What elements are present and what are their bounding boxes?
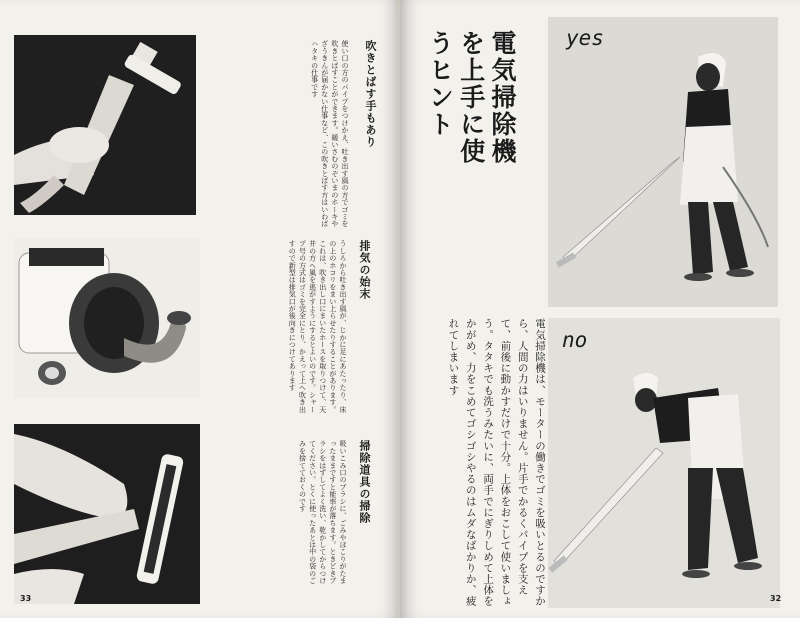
photo-vacuum-exhaust	[14, 238, 200, 398]
body-exhaust: うしろから吐き出す風が、じかに足にあたったり、床の上のホコリをまい上らせたりすることがあります。これは、吹き出し口にまいたホースを取りつけて、天井の方へ風を逃がすようにするとよいのです。シャープ号の方式はゴミを完全にとり、かえって上へ吹き出すので新型は排気口が後向きにつけてあります	[288, 240, 347, 413]
article-body: 電気掃除機は、モーターの働きでゴミを吸いとるのですから、人間の力はいりません。片手でかるくパイプを支えて、前後に動かすだけで十分。上体をおこして使いましょう。タタキでも洗うみたいに、両手でにぎりしめて上体をかがめ、力をこめてゴシゴシやるのはムダなばかりか、疲れてしまいます	[447, 318, 546, 607]
right-page	[400, 0, 800, 618]
label-yes: yes	[566, 26, 604, 50]
photo-incorrect-posture	[548, 318, 780, 608]
heading-exhaust: 排気の始末	[358, 240, 371, 300]
heading-blow-away: 吹きとばす手もあり	[364, 40, 377, 148]
page-number-left: 33	[20, 594, 32, 603]
heading-cleaning-tools: 掃除道具の掃除	[358, 440, 371, 524]
page-number-right: 32	[770, 594, 782, 603]
body-blow-away: 使い口の方のパイプをつけかえ、吐き出す風の方でゴミを吹きとばすことができます。暖いさむのぞいまのホーキやざうきんが届かない仕事など、この吹きとばす方はいわばハタキの仕事です	[310, 40, 349, 228]
photo-cleaning-nozzle	[14, 424, 200, 604]
body-cleaning-tools: 吸いこみ口のブラシに、ごみやほこりがたまったままですと能率が落ちます。ときどきブラシをはずしてよく洗い、乾かしてからつけてください。とくに使ったあとは中の袋のごみを捨てておくのです	[298, 440, 347, 584]
label-no: no	[562, 328, 588, 352]
side-text-accessories	[212, 140, 213, 141]
article-title: 電気掃除機を上手に使うヒント	[425, 30, 517, 165]
photo-correct-posture	[548, 17, 778, 307]
photo-vacuum-nozzle-blowing	[14, 35, 196, 215]
